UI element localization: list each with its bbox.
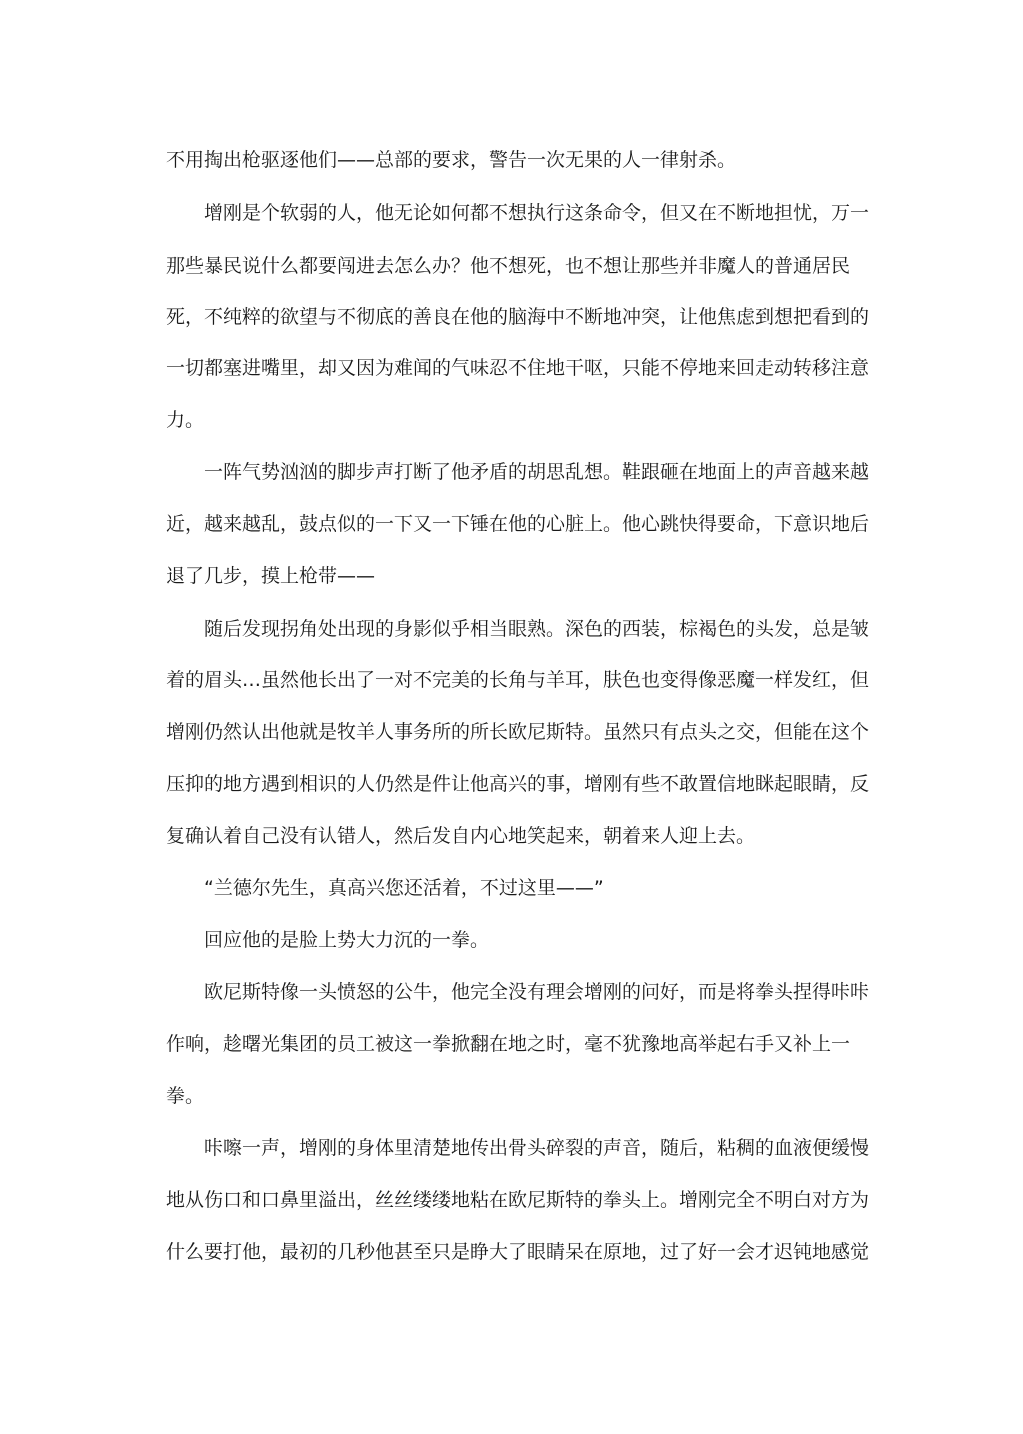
paragraph-first-line: 回应他的是脸上势大力沉的一拳。 (204, 929, 490, 951)
text-line: 着的眉头…虽然他长出了一对不完美的长角与羊耳，肤色也变得像恶魔一样发红，但 (166, 669, 870, 691)
text-line: 什么要打他，最初的几秒他甚至只是睁大了眼睛呆在原地，过了好一会才迟钝地感觉 (166, 1241, 870, 1263)
text-line: 那些暴民说什么都要闯进去怎么办？他不想死，也不想让那些并非魔人的普通居民 (166, 255, 851, 277)
text-line: 复确认着自己没有认错人，然后发自内心地笑起来，朝着来人迎上去。 (166, 825, 756, 847)
text-line: 地从伤口和口鼻里溢出，丝丝缕缕地粘在欧尼斯特的拳头上。增刚完全不明白对方为 (166, 1189, 870, 1211)
text-line: 退了几步，摸上枪带—— (166, 565, 376, 587)
text-line: 一切都塞进嘴里，却又因为难闻的气味忍不住地干呕，只能不停地来回走动转移注意 (166, 357, 870, 379)
paragraph-first-line: 一阵气势汹汹的脚步声打断了他矛盾的胡思乱想。鞋跟砸在地面上的声音越来越 (204, 461, 870, 483)
text-line: 死，不纯粹的欲望与不彻底的善良在他的脑海中不断地冲突，让他焦虑到想把看到的 (166, 306, 870, 328)
text-line: 不用掏出枪驱逐他们——总部的要求，警告一次无果的人一律射杀。 (166, 149, 737, 171)
text-line: 压抑的地方遇到相识的人仍然是件让他高兴的事，增刚有些不敢置信地眯起眼睛，反 (166, 773, 870, 795)
text-line: 增刚仍然认出他就是牧羊人事务所的所长欧尼斯特。虽然只有点头之交，但能在这个 (166, 721, 870, 743)
paragraph-first-line: 咔嚓一声，增刚的身体里清楚地传出骨头碎裂的声音，随后，粘稠的血液便缓慢 (204, 1137, 870, 1159)
paragraph-first-line: 欧尼斯特像一头愤怒的公牛，他完全没有理会增刚的问好，而是将拳头捏得咔咔 (204, 981, 870, 1003)
text-line: 作响，趁曙光集团的员工被这一拳掀翻在地之时，毫不犹豫地高举起右手又补上一 (166, 1033, 851, 1055)
text-line: 力。 (166, 409, 205, 431)
paragraph-first-line: 随后发现拐角处出现的身影似乎相当眼熟。深色的西装，棕褐色的头发，总是皱 (204, 618, 870, 640)
text-line: 近，越来越乱，鼓点似的一下又一下锤在他的心脏上。他心跳快得要命，下意识地后 (166, 513, 870, 535)
paragraph-first-line: 增刚是个软弱的人，他无论如何都不想执行这条命令，但又在不断地担忧，万一 (204, 202, 870, 224)
paragraph-first-line: “兰德尔先生，真高兴您还活着，不过这里——” (204, 877, 604, 899)
text-line: 拳。 (166, 1085, 205, 1107)
